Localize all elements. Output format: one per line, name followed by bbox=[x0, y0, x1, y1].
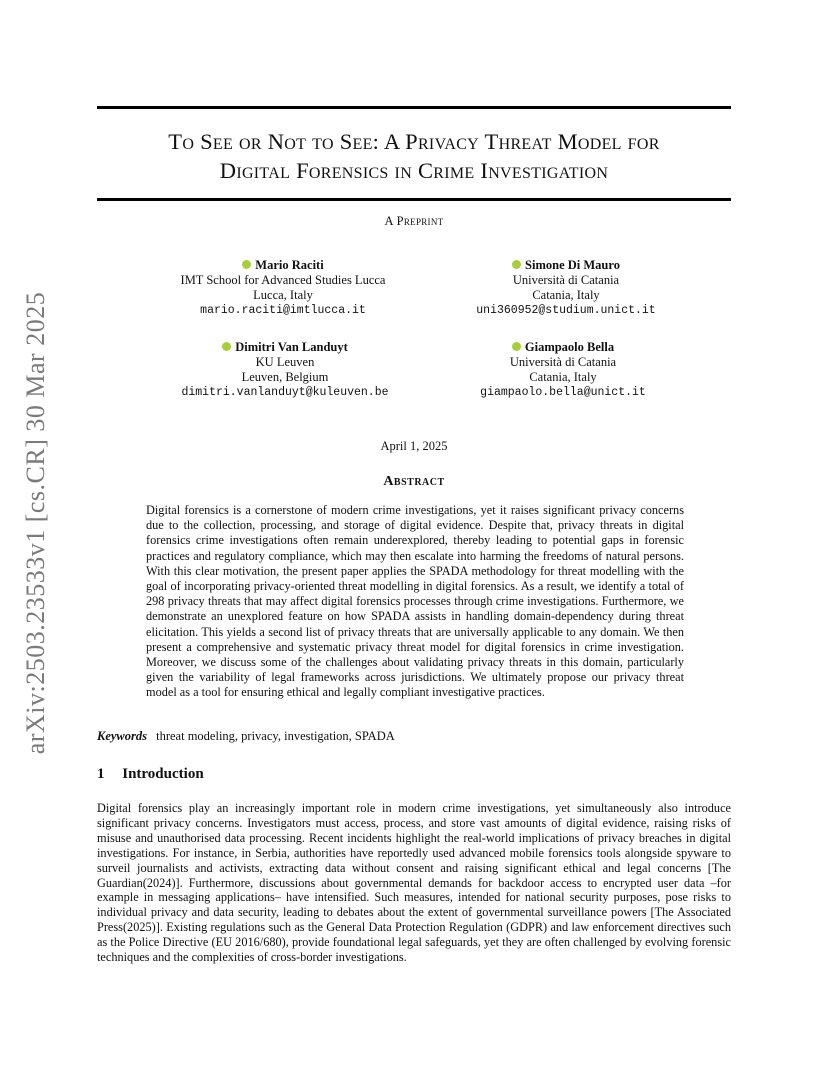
title-line-1: To See or Not to See: A Privacy Threat Model for bbox=[168, 129, 660, 154]
author-affiliation: Università di Catania bbox=[509, 355, 617, 369]
author-name: Giampaolo Bella bbox=[428, 340, 698, 355]
author-name: Simone Di Mauro bbox=[431, 258, 701, 273]
orcid-icon[interactable] bbox=[242, 260, 251, 269]
author-block bbox=[150, 340, 420, 400]
intro-paragraph: Digital forensics play an increasingly important role in modern crime investigations, yet simultaneously also introduce significant privacy concerns. Investigators must access, process, and store vast amounts of digital evidence, raising risks of misuse and unauthorised data processing. Recent incidents highlight the real-world implications of privacy breaches in digital investigations. For instance, in Serbia, authorities have reportedly used advanced mobile forensics tools alongside spyware to surveil journalists and activists, extracting data without consent and raising significant ethical and legal concerns [The Guardian(2024)]. Furthermore, discussions about governmental demands for backdoor access to encrypted user data –for example in messaging applications– have intensified. Such measures, intended for national security purposes, pose risks to individual privacy and data security, leading to debates about the extent of governmental surveillance powers [The Associated Press(2025)]. Existing regulations such as the General Data Protection Regulation (GDPR) and law enforcement directives such as the Police Directive (EU 2016/680), provide foundational legal safeguards, yet they are often challenged by evolving forensic techniques and the complexities of cross-border investigations. bbox=[97, 801, 731, 965]
author-email[interactable]: giampaolo.bella@unict.it bbox=[480, 386, 646, 399]
author-affiliation: Università di Catania bbox=[512, 273, 620, 287]
paper-title bbox=[97, 127, 731, 185]
publication-date: April 1, 2025 bbox=[380, 439, 448, 453]
orcid-icon[interactable] bbox=[512, 342, 521, 351]
author-affiliation: IMT School for Advanced Studies Lucca bbox=[180, 273, 386, 287]
title-top-rule bbox=[97, 106, 731, 109]
title-bottom-rule bbox=[97, 198, 731, 201]
section-heading bbox=[97, 766, 731, 783]
author-affiliation: KU Leuven bbox=[255, 355, 315, 369]
preprint-label: A Preprint bbox=[384, 214, 444, 228]
arxiv-identifier-text: arXiv:2503.23533v1 [cs.CR] 30 Mar 2025 bbox=[21, 291, 50, 755]
author-email[interactable]: uni360952@studium.unict.it bbox=[476, 304, 656, 317]
author-name: Dimitri Van Landuyt bbox=[150, 340, 420, 355]
abstract-text: Digital forensics is a cornerstone of modern crime investigations, yet it raises significant privacy concerns due to the collection, processing, and storage of digital evidence. Despite that, privacy threats in digital forensics crime investigations often remain underexplored, thereby leading to potential gaps in forensic practices and regulatory compliance, which may then escalate into harming the freedoms of natural persons. With this clear motivation, the present paper applies the SPADA methodology for threat modelling with the goal of incorporating privacy-oriented threat modelling in digital forensics. As a result, we identify a total of 298 privacy threats that may affect digital forensics processes through crime investigations. Furthermore, we demonstrate an unexplored feature on how SPADA assists in handling domain-dependency during threat elicitation. This yields a second list of privacy threats that are universally applicable to any domain. We then present a comprehensive and systematic privacy threat model for digital forensics in crime investigation. Moreover, we discuss some of the challenges about validating privacy threats in this domain, particularly given the variability of legal frameworks across jurisdictions. We ultimately propose our privacy threat model as a tool for ensuring ethical and legally compliant investigative practices. bbox=[146, 503, 684, 700]
author-block bbox=[431, 258, 701, 318]
author-name: Mario Raciti bbox=[148, 258, 418, 273]
abstract-heading: Abstract bbox=[383, 474, 445, 489]
author-location: Catania, Italy bbox=[529, 370, 597, 384]
section-title: Introduction bbox=[122, 766, 204, 782]
arxiv-side-identifier bbox=[16, 283, 56, 763]
author-location: Lucca, Italy bbox=[253, 288, 313, 302]
section-number: 1 bbox=[97, 766, 105, 782]
author-email[interactable]: mario.raciti@imtlucca.it bbox=[200, 304, 366, 317]
keywords-line bbox=[97, 729, 731, 744]
author-location: Catania, Italy bbox=[532, 288, 600, 302]
orcid-icon[interactable] bbox=[222, 342, 231, 351]
keywords-label: Keywords bbox=[97, 729, 147, 743]
keywords-list: threat modeling, privacy, investigation, SPADA bbox=[156, 729, 395, 743]
author-email[interactable]: dimitri.vanlanduyt@kuleuven.be bbox=[181, 386, 389, 399]
title-line-2: Digital Forensics in Crime Investigation bbox=[219, 158, 609, 183]
author-block bbox=[148, 258, 418, 318]
author-location: Leuven, Belgium bbox=[241, 370, 329, 384]
author-block bbox=[428, 340, 698, 400]
orcid-icon[interactable] bbox=[512, 260, 521, 269]
